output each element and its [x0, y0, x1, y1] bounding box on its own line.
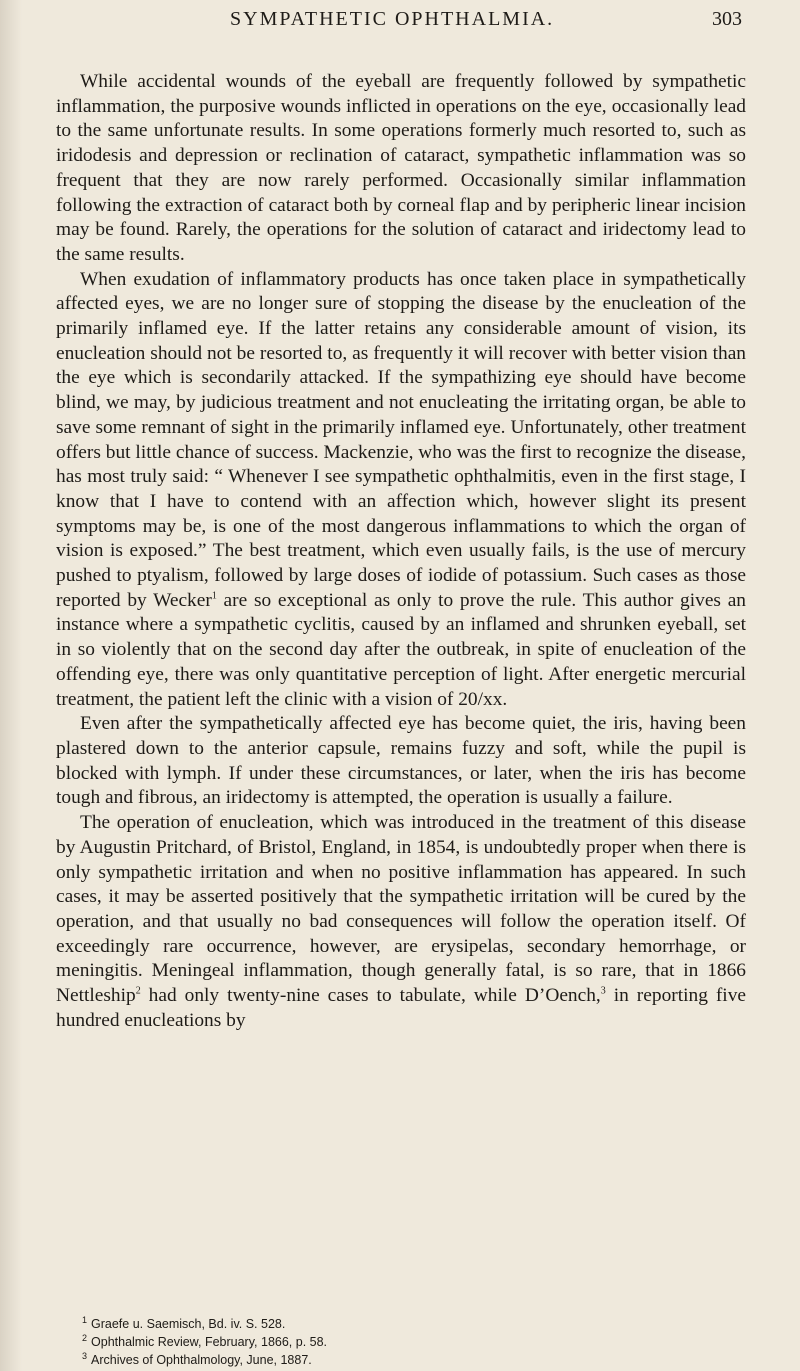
body-text [56, 70, 746, 1033]
footnote-1 [82, 1313, 740, 1331]
footnote-3-text: Archives of Ophthalmology, June, 1887. [91, 1353, 312, 1368]
paragraph-4 [56, 811, 746, 1033]
running-header [230, 8, 742, 31]
footnote-2-text: Ophthalmic Review, February, 1866, p. 58. [91, 1335, 328, 1350]
footnote-ref-1: 1 [211, 590, 217, 602]
paragraph-2 [56, 268, 746, 713]
paragraph-4-text-b: had only twenty-nine cases to tabulate, while D’Oench, [140, 985, 601, 1007]
footnote-2-mark: 2 [82, 1333, 88, 1344]
paragraph-1: While accidental wounds of the eyeball are frequently followed by sympathetic inflammation, the purposive wounds inflicted in operations on the eye, occasionally lead to the same unfortunate results. In some operations formerly much resorted to, such as iridodesis and depression or reclination of cataract, sympathetic inflammation was so frequent that they are now rarely performed. Occasionally similar inflammation following the extraction of cataract both by corneal flap and by peripheric linear incision may be found. Rarely, the operations for the solution of cataract and iridectomy lead to the same results. [56, 71, 746, 265]
page-edge-shadow [0, 0, 22, 1371]
footnote-3 [82, 1349, 740, 1367]
paragraph-4-text-c: in reporting five hundred enucleations by [56, 985, 747, 1031]
footnotes [82, 1313, 740, 1367]
footnote-2 [82, 1331, 740, 1349]
paragraph-2-tail: are so exceptional as only to prove the rule. This author gives an instance where a sympathetic cyclitis, caused by an inflamed and shrunken eyeball, set in so violently that on the second day after the outbreak, in spite of enucleation of the offending eye, there was only quantitative perception of light. After energetic mercurial treatment, the patient left the clinic with a vision of 20/xx. [56, 589, 747, 710]
footnote-1-text: Graefe u. Saemisch, Bd. iv. S. 528. [91, 1317, 286, 1332]
footnote-1-mark: 1 [82, 1315, 88, 1325]
footnote-3-mark: 3 [82, 1351, 88, 1362]
footnote-ref-3: 3 [600, 985, 606, 997]
paragraph-2-text: When exudation of inflammatory products has once taken place in sympathetically affected eyes, we are no longer sure of stopping the disease by the enucleation of the primarily inflamed eye. If the latter retains any considerable amount of vision, its enucleation should not be resorted to, as frequently it will recover with better vision than the eye which is secondarily attacked. If the sympathizing eye should have become blind, we may, by judicious treatment and not enucleating the irritating organ, be able to save some remnant of sight in the primarily inflamed eye. Unfortunately, other treatment offers but little chance of success. Mackenzie, who was the first to recognize the disease, has most truly said: “ Whenever I see sympathetic ophthalmitis, even in the first stage, I know that I have to contend with an affection which, however slight its present symptoms may be, is one of the most dangerous inflammations to which the organ of vision is exposed.” The best treatment, which even usually fails, is the use of mercury pushed to ptyalism, followed by large doses of iodide of potassium. Such cases as those reported by Wecker [56, 268, 746, 611]
footnote-ref-2: 2 [135, 985, 141, 997]
paragraph-3: Even after the sympathetically affected eye has become quiet, the iris, having been plastered down to the anterior capsule, remains fuzzy and soft, while the pupil is blocked with lymph. If under these circumstances, or later, when the iris has become tough and fibrous, an iridectomy is attempted, the operation is usually a failure. [56, 713, 746, 809]
running-title: SYMPATHETIC OPHTHALMIA. [230, 8, 555, 30]
page-number: 303 [712, 8, 742, 30]
paragraph-4-text-a: The operation of enucleation, which was introduced in the treatment of this disease by Augustin Pritchard, of Bristol, England, in 1854, is undoubtedly proper when there is only sympathetic irritation and when no positive inflammation has appeared. In such cases, it may be asserted positively that the sympathetic irritation will be cured by the operation, and that usually no bad consequences will follow the operation itself. Of exceedingly rare occurrence, however, are erysipelas, secondary hemorrhage, or meningitis. Meningeal inflammation, though generally fatal, is so rare, that in 1866 Nettleship [56, 812, 746, 1007]
